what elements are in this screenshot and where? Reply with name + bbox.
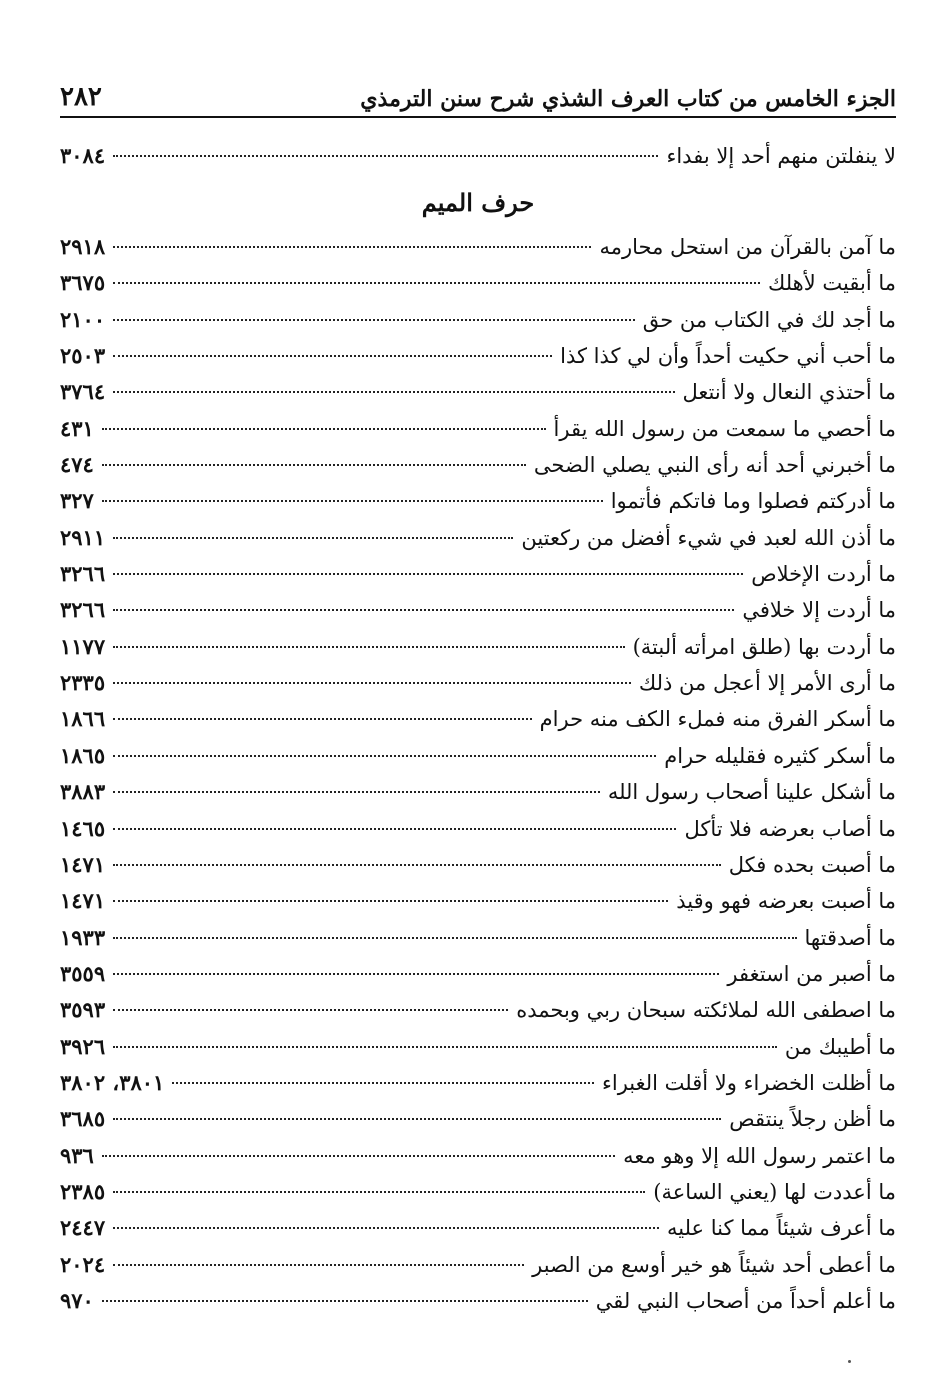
index-row bbox=[60, 1174, 896, 1210]
entry-reference-number: ٢٣٣٥ bbox=[60, 670, 106, 696]
entry-text: ما أصبر من استغفر bbox=[727, 961, 896, 986]
dot-leader bbox=[113, 1118, 721, 1120]
entry-reference-number: ٣٧٦٤ bbox=[60, 379, 106, 405]
entry-reference-number: ٣٨٨٣ bbox=[60, 779, 106, 805]
book-page bbox=[60, 0, 896, 1378]
index-row bbox=[60, 520, 896, 556]
dot-leader bbox=[172, 1082, 594, 1084]
dot-leader bbox=[113, 319, 635, 321]
index-row bbox=[60, 411, 896, 447]
entry-reference-number: ٣٢٦٦ bbox=[60, 597, 106, 623]
index-row bbox=[60, 1210, 896, 1246]
index-row bbox=[60, 629, 896, 665]
section-heading: حرف الميم bbox=[421, 188, 535, 217]
dot-leader bbox=[113, 937, 796, 939]
entry-reference-number: ٣٥٩٣ bbox=[60, 997, 106, 1023]
index-row bbox=[60, 1065, 896, 1101]
dot-leader bbox=[113, 864, 721, 866]
index-row bbox=[60, 592, 896, 628]
page-header bbox=[60, 74, 896, 118]
entry-text: ما أدركتم فصلوا وما فاتكم فأتموا bbox=[610, 489, 896, 514]
entry-reference-number: ٢٥٠٣ bbox=[60, 343, 106, 369]
dot-leader bbox=[113, 282, 760, 284]
entry-text: ما أعطى أحد شيئاً هو خير أوسع من الصبر bbox=[532, 1252, 896, 1277]
entry-reference-number: ٤٧٤ bbox=[60, 452, 94, 478]
entry-reference-number: ١٤٧١ bbox=[60, 888, 106, 914]
entry-text: ما أحصي ما سمعت من رسول الله يقرأ bbox=[553, 416, 896, 441]
dot-leader bbox=[113, 791, 600, 793]
entry-text: ما أعرف شيئاً مما كنا عليه bbox=[666, 1216, 896, 1241]
dot-leader bbox=[113, 246, 591, 248]
index-row bbox=[60, 374, 896, 410]
dot-leader bbox=[113, 355, 552, 357]
entry-reference-number: ٣٢٧ bbox=[60, 488, 94, 514]
index-row bbox=[60, 338, 896, 374]
index-row bbox=[60, 811, 896, 847]
entry-reference-number: ٢٠٢٤ bbox=[60, 1251, 106, 1277]
dot-leader bbox=[113, 718, 532, 720]
index-row bbox=[60, 665, 896, 701]
entry-reference-number: ٣٩٢٦ bbox=[60, 1033, 106, 1059]
entry-text: ما أصاب بعرضه فلا تأكل bbox=[684, 816, 896, 841]
entry-text: ما أرى الأمر إلا أعجل من ذلك bbox=[638, 671, 896, 696]
entry-text: ما أظن رجلاً ينتقص bbox=[729, 1107, 896, 1132]
dot-leader bbox=[113, 646, 624, 648]
index-row bbox=[60, 992, 896, 1028]
dot-leader bbox=[113, 1227, 659, 1229]
dot-leader bbox=[102, 500, 603, 502]
entry-text: ما أشكل علينا أصحاب رسول الله bbox=[607, 780, 896, 805]
page-speck bbox=[848, 1360, 851, 1363]
entry-text: لا ينفلتن منهم أحد إلا بفداء bbox=[666, 144, 896, 168]
entry-text: ما أصبت بعرضه فهو وقيذ bbox=[676, 889, 896, 914]
entry-reference-number: ٢٩١١ bbox=[60, 524, 106, 550]
entry-reference-number: ١٩٣٣ bbox=[60, 924, 106, 950]
dot-leader bbox=[113, 1191, 645, 1193]
dot-leader bbox=[102, 428, 546, 430]
dot-leader bbox=[113, 828, 676, 830]
dot-leader bbox=[102, 1300, 588, 1302]
index-row bbox=[60, 738, 896, 774]
entry-text: ما أحتذي النعال ولا أنتعل bbox=[682, 380, 896, 405]
index-row bbox=[60, 483, 896, 519]
dot-leader bbox=[113, 682, 631, 684]
index-row bbox=[60, 883, 896, 919]
dot-leader bbox=[113, 391, 674, 393]
index-row bbox=[60, 138, 896, 174]
entry-text: ما أخبرني أحد أنه رأى النبي يصلي الضحى bbox=[533, 453, 896, 478]
index-row bbox=[60, 302, 896, 338]
entry-reference-number: ١٨٦٦ bbox=[60, 706, 106, 732]
running-title: الجزء الخامس من كتاب العرف الشذي شرح سنن الترمذي bbox=[360, 86, 896, 112]
entry-reference-number: ٩٣٦ bbox=[60, 1142, 94, 1168]
page-number: ٢٨٢ bbox=[60, 82, 102, 112]
entry-text: ما أردت إلا خلافي bbox=[742, 598, 896, 623]
entry-text: ما أسكر كثيره فقليله حرام bbox=[664, 743, 896, 768]
dot-leader bbox=[113, 900, 668, 902]
index-row bbox=[60, 1247, 896, 1283]
entry-text: ما اصطفى الله لملائكته سبحان ربي وبحمده bbox=[516, 998, 896, 1023]
dot-leader bbox=[113, 537, 513, 539]
index-row bbox=[60, 1138, 896, 1174]
entry-text: ما أبقيت لأهلك bbox=[768, 271, 896, 296]
entry-reference-number: ٣٢٦٦ bbox=[60, 561, 106, 587]
index-row bbox=[60, 774, 896, 810]
entry-reference-number: ٣٨٠١، ٣٨٠٢ bbox=[60, 1069, 165, 1095]
entry-text: ما أطيبك من bbox=[784, 1034, 896, 1059]
index-row bbox=[60, 1029, 896, 1065]
entry-text: ما أحب أني حكيت أحداً وأن لي كذا كذا bbox=[560, 344, 896, 369]
entry-reference-number: ٣٥٥٩ bbox=[60, 960, 106, 986]
entry-reference-number: ٢١٠٠ bbox=[60, 306, 106, 332]
entry-text: ما أصدقتها bbox=[804, 925, 896, 950]
entry-reference-number: ٣٦٧٥ bbox=[60, 270, 106, 296]
entry-text: ما أظلت الخضراء ولا أقلت الغبراء bbox=[602, 1070, 896, 1095]
entry-reference-number: ٣٠٨٤ bbox=[60, 143, 106, 168]
entry-text: ما اعتمر رسول الله إلا وهو معه bbox=[623, 1143, 896, 1168]
entry-text: ما أجد لك في الكتاب من حق bbox=[642, 307, 896, 332]
index-row bbox=[60, 956, 896, 992]
entry-text: ما أردت بها (طلق امرأته ألبتة) bbox=[632, 634, 896, 659]
dot-leader bbox=[113, 973, 719, 975]
entry-text: ما أسكر الفرق منه فملء الكف منه حرام bbox=[539, 707, 896, 732]
index-row bbox=[60, 701, 896, 737]
dot-leader bbox=[113, 609, 734, 611]
entry-text: ما آمن بالقرآن من استحل محارمه bbox=[599, 235, 896, 259]
entry-text: ما أعددت لها (يعني الساعة) bbox=[653, 1179, 896, 1204]
index-row bbox=[60, 920, 896, 956]
index-row bbox=[60, 447, 896, 483]
entry-reference-number: ٩٧٠ bbox=[60, 1287, 94, 1313]
dot-leader bbox=[113, 755, 656, 757]
entry-reference-number: ٤٣١ bbox=[60, 415, 94, 441]
entry-text: ما أردت الإخلاص bbox=[751, 562, 896, 587]
dot-leader bbox=[102, 464, 526, 466]
index-row bbox=[60, 229, 896, 265]
dot-leader bbox=[113, 1009, 508, 1011]
entry-reference-number: ١٨٦٥ bbox=[60, 742, 106, 768]
entry-reference-number: ٢٣٨٥ bbox=[60, 1178, 106, 1204]
entry-reference-number: ١٤٧١ bbox=[60, 851, 106, 877]
entry-reference-number: ١١٧٧ bbox=[60, 633, 106, 659]
entry-text: ما أذن الله لعبد في شيء أفضل من ركعتين bbox=[521, 525, 896, 550]
index-row bbox=[60, 847, 896, 883]
entry-text: ما أعلم أحداً من أصحاب النبي لقي bbox=[595, 1288, 896, 1313]
dot-leader bbox=[113, 155, 658, 157]
entry-reference-number: ١٤٦٥ bbox=[60, 815, 106, 841]
entry-reference-number: ٣٦٨٥ bbox=[60, 1106, 106, 1132]
index-row bbox=[60, 556, 896, 592]
index-row bbox=[60, 1101, 896, 1137]
entry-reference-number: ٢٩١٨ bbox=[60, 234, 106, 259]
dot-leader bbox=[113, 1264, 524, 1266]
entry-reference-number: ٢٤٤٧ bbox=[60, 1215, 106, 1241]
index-entries bbox=[60, 229, 896, 1319]
dot-leader bbox=[113, 1046, 777, 1048]
dot-leader bbox=[102, 1155, 615, 1157]
index-row bbox=[60, 265, 896, 301]
entry-text: ما أصبت بحده فكل bbox=[728, 852, 896, 877]
dot-leader bbox=[113, 573, 743, 575]
index-row bbox=[60, 1283, 896, 1319]
continuation-list bbox=[60, 138, 896, 174]
